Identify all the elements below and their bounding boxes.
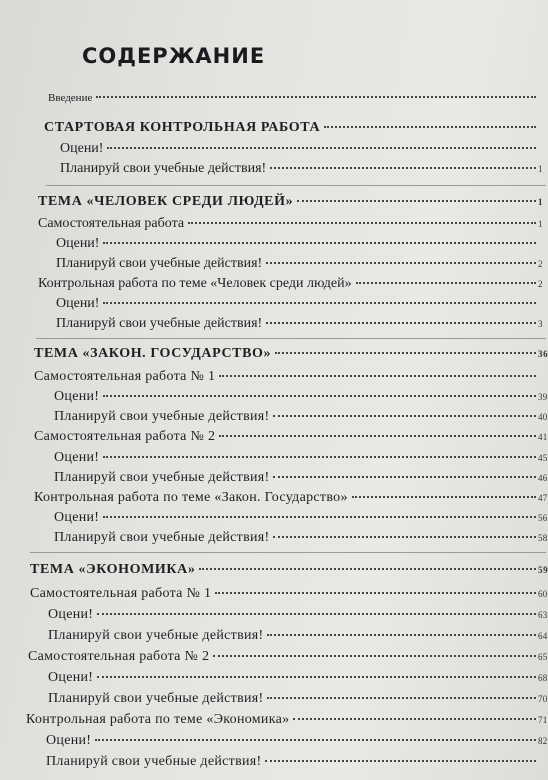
- section-divider: [36, 338, 546, 339]
- toc-page-number: 60: [538, 589, 548, 599]
- toc-page-number: 1: [538, 219, 543, 229]
- toc-dot-leader: [267, 634, 536, 636]
- toc-entry-label: Планируй свои учебные действия!: [56, 256, 263, 271]
- toc-entry: [30, 586, 546, 602]
- toc-entry: [54, 470, 546, 486]
- toc-dot-leader: [215, 592, 536, 594]
- toc-page-number: 45: [538, 453, 548, 463]
- toc-dot-leader: [103, 395, 536, 397]
- toc-entry-label: Самостоятельная работа № 1: [30, 586, 212, 601]
- toc-dot-leader: [103, 242, 536, 244]
- toc-entry-label: Планируй свои учебные действия!: [60, 161, 267, 176]
- toc-entry-introduction: [48, 92, 546, 104]
- toc-dot-leader: [103, 516, 536, 518]
- toc-dot-leader: [97, 613, 536, 615]
- toc-dot-leader: [213, 655, 536, 657]
- toc-entry-label: Оцени!: [48, 670, 94, 685]
- toc-entry-label: Контрольная работа по теме «Закон. Государство»: [34, 490, 348, 505]
- toc-entry-label: Планируй свои учебные действия!: [54, 470, 270, 485]
- toc-page-number: 46: [538, 473, 548, 483]
- toc-entry: [54, 450, 546, 466]
- toc-entry: [34, 429, 546, 445]
- toc-entry-label: ТЕМА «ЭКОНОМИКА»: [30, 562, 196, 577]
- toc-page-number: 1: [538, 197, 544, 207]
- toc-dot-leader: [356, 282, 536, 284]
- toc-dot-leader: [199, 568, 536, 570]
- toc-entry-label: Планируй свои учебные действия!: [48, 628, 264, 643]
- toc-entry-label: Планируй свои учебные действия!: [56, 316, 263, 331]
- toc-page-number: 47: [538, 493, 548, 503]
- toc-dot-leader: [266, 322, 536, 324]
- toc-page-number: 63: [538, 610, 548, 620]
- toc-entry: [60, 141, 546, 157]
- toc-page-number: 41: [538, 432, 548, 442]
- toc-page-number: 36: [538, 349, 548, 359]
- toc-dot-leader: [97, 676, 536, 678]
- toc-dot-leader: [273, 536, 536, 538]
- toc-entry: [46, 733, 546, 749]
- toc-dot-leader: [266, 262, 536, 264]
- toc-dot-leader: [107, 147, 536, 149]
- toc-entry: [38, 276, 546, 292]
- toc-dot-leader: [103, 302, 536, 304]
- toc-dot-leader: [293, 718, 536, 720]
- toc-section-header: [38, 194, 546, 210]
- toc-entry-label: Оцени!: [48, 607, 94, 622]
- toc-entry-label: Самостоятельная работа № 2: [28, 649, 210, 664]
- toc-entry: [48, 670, 546, 686]
- toc-entry: [56, 236, 546, 252]
- toc-dot-leader: [273, 415, 536, 417]
- toc-entry-label: СТАРТОВАЯ КОНТРОЛЬНАЯ РАБОТА: [44, 120, 321, 135]
- toc-dot-leader: [352, 496, 536, 498]
- toc-entry-label: Оцени!: [54, 510, 100, 525]
- toc-entry: [60, 161, 546, 177]
- toc-dot-leader: [265, 760, 536, 762]
- toc-entry-label: Контрольная работа по теме «Человек среди людей»: [38, 276, 352, 291]
- toc-entry-label: Самостоятельная работа № 1: [34, 369, 216, 384]
- toc-entry: [54, 389, 546, 405]
- toc-entry-label: Оцени!: [56, 236, 100, 251]
- toc-entry: [56, 256, 546, 272]
- toc-section-header: [34, 346, 546, 362]
- toc-dot-leader: [273, 476, 536, 478]
- toc-entry: [54, 530, 546, 546]
- toc-entry-label: ТЕМА «ЗАКОН. ГОСУДАРСТВО»: [34, 346, 272, 361]
- toc-dot-leader: [96, 96, 536, 98]
- toc-page-number: 59: [538, 565, 548, 575]
- toc-entry: [48, 628, 546, 644]
- toc-entry: [56, 316, 546, 332]
- toc-page-number: 65: [538, 652, 548, 662]
- toc-entry-label: Планируй свои учебные действия!: [54, 409, 270, 424]
- toc-entry-label: Введение: [48, 92, 93, 104]
- toc-page-number: 58: [538, 533, 548, 543]
- toc-page-number: 70: [538, 694, 548, 704]
- toc-page-number: 71: [538, 715, 548, 725]
- toc-page-number: 1: [538, 164, 543, 174]
- toc-section-header: [44, 120, 546, 136]
- toc-entry: [26, 712, 546, 728]
- toc-entry: [38, 216, 546, 232]
- toc-entry: [56, 296, 546, 312]
- toc-entry-label: Оцени!: [54, 389, 100, 404]
- toc-entry: [34, 490, 546, 506]
- toc-entry: [48, 691, 546, 707]
- toc-section-header: [30, 562, 546, 578]
- section-divider: [30, 552, 546, 553]
- toc-page-number: 56: [538, 513, 548, 523]
- toc-entry-label: Оцени!: [60, 141, 104, 156]
- toc-dot-leader: [219, 435, 536, 437]
- toc-page-number: 39: [538, 392, 548, 402]
- toc-dot-leader: [188, 222, 536, 224]
- toc-dot-leader: [219, 375, 536, 377]
- toc-entry-label: Планируй свои учебные действия!: [48, 691, 264, 706]
- toc-page-number: 40: [538, 412, 548, 422]
- toc-page-number: 82: [538, 736, 548, 746]
- toc-entry: [46, 754, 546, 770]
- toc-dot-leader: [297, 200, 536, 202]
- toc-entry-label: Самостоятельная работа № 2: [34, 429, 216, 444]
- toc-entry-label: ТЕМА «ЧЕЛОВЕК СРЕДИ ЛЮДЕЙ»: [38, 194, 294, 209]
- section-divider: [46, 185, 546, 186]
- toc-page-number: 2: [538, 279, 543, 289]
- toc-page-number: 68: [538, 673, 548, 683]
- toc-entry-label: Контрольная работа по теме «Экономика»: [26, 712, 290, 727]
- page-title: СОДЕРЖАНИЕ: [82, 44, 266, 68]
- toc-entry-label: Планируй свои учебные действия!: [54, 530, 270, 545]
- toc-entry-label: Оцени!: [54, 450, 100, 465]
- toc-entry: [28, 649, 546, 665]
- toc-dot-leader: [267, 697, 536, 699]
- toc-entry: [54, 510, 546, 526]
- toc-entry-label: Оцени!: [56, 296, 100, 311]
- toc-dot-leader: [95, 739, 536, 741]
- toc-entry: [34, 369, 546, 385]
- toc-page-number: 2: [538, 259, 543, 269]
- toc-entry: [48, 607, 546, 623]
- toc-dot-leader: [103, 456, 536, 458]
- toc-entry: [54, 409, 546, 425]
- toc-entry-label: Самостоятельная работа: [38, 216, 185, 231]
- toc-page-number: 64: [538, 631, 548, 641]
- toc-dot-leader: [324, 126, 536, 128]
- toc-page-number: 3: [538, 319, 543, 329]
- toc-dot-leader: [275, 352, 536, 354]
- toc-entry-label: Оцени!: [46, 733, 92, 748]
- toc-dot-leader: [270, 167, 536, 169]
- toc-entry-label: Планируй свои учебные действия!: [46, 754, 262, 769]
